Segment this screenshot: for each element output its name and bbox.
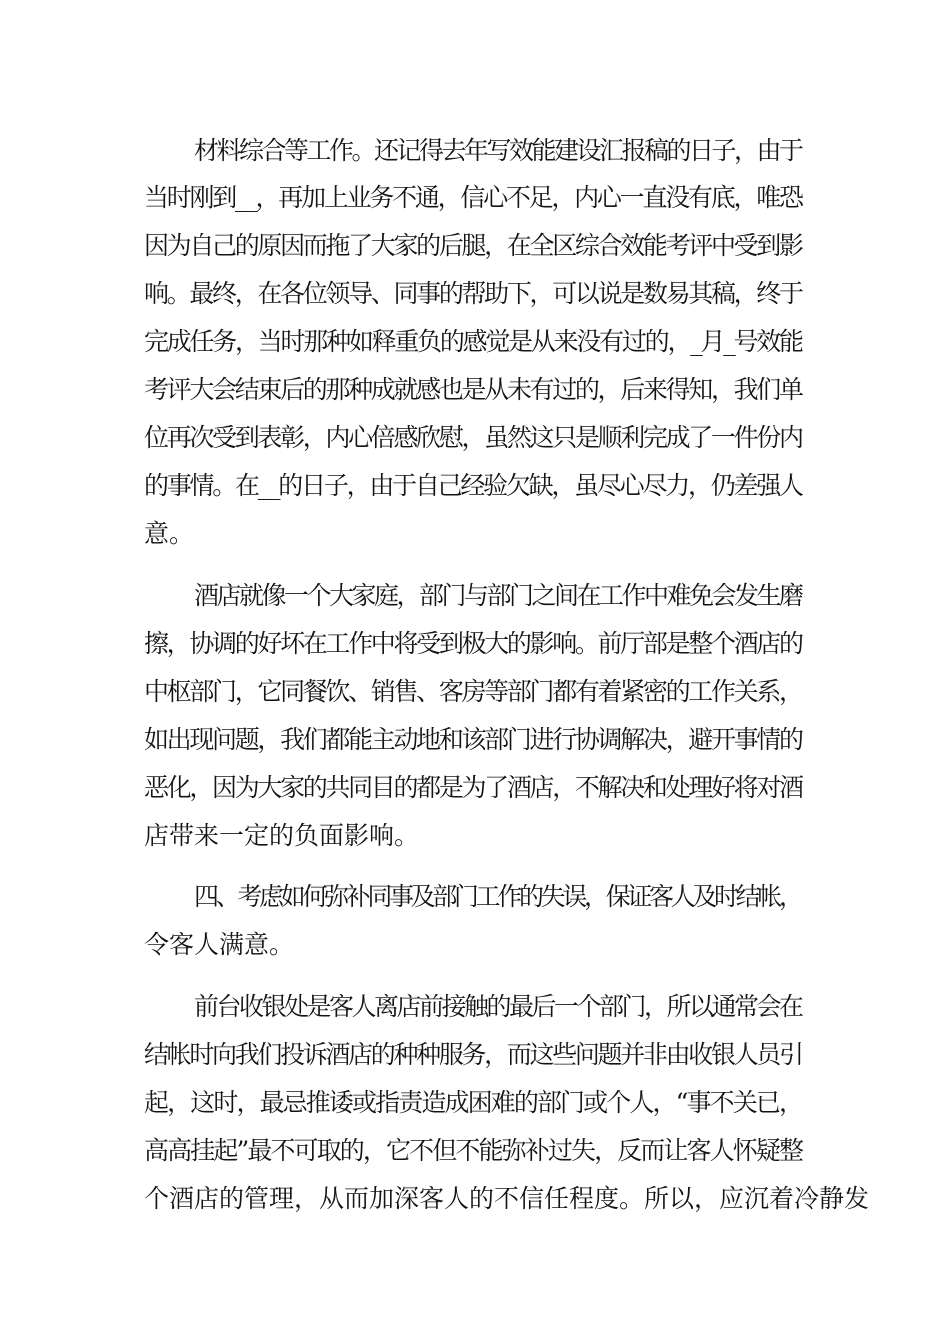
text-line: 令客人满意。 bbox=[144, 930, 295, 959]
text-line: 位再次受到表彰，内心倍感欣慰，虽然这只是顺利完成了一件份内 bbox=[144, 423, 802, 452]
text-line: 高高挂起”最不可取的，它不但不能弥补过失，反而让客人怀疑整 bbox=[144, 1136, 803, 1165]
text-line: 结帐时向我们投诉酒店的种种服务，而这些问题并非由收银人员引 bbox=[144, 1040, 802, 1069]
text-line: 四、考虑如何弥补同事及部门工作的失误，保证客人及时结帐， bbox=[194, 882, 801, 911]
text-line: 酒店就像一个大家庭，部门与部门之间在工作中难免会发生磨 bbox=[194, 581, 802, 610]
text-line: 考评大会结束后的那种成就感也是从未有过的，后来得知，我们单 bbox=[144, 375, 802, 404]
text-line: 当时刚到__，再加上业务不通，信心不足，内心一直没有底，唯恐 bbox=[144, 183, 802, 212]
text-line: 响。最终，在各位领导、同事的帮助下，可以说是数易其稿，终于 bbox=[144, 279, 802, 308]
text-line: 店带来一定的负面影响。 bbox=[144, 821, 420, 850]
text-line: 因为自己的原因而拖了大家的后腿，在全区综合效能考评中受到影 bbox=[144, 231, 802, 260]
text-line: 擦，协调的好坏在工作中将受到极大的影响。前厅部是整个酒店的 bbox=[144, 629, 802, 658]
text-line: 起，这时，最忌推诿或指责造成困难的部门或个人，“事不关已， bbox=[144, 1088, 803, 1117]
text-line: 如出现问题，我们都能主动地和该部门进行协调解决，避开事情的 bbox=[144, 725, 802, 754]
text-line: 意。 bbox=[144, 519, 195, 548]
text-line: 材料综合等工作。还记得去年写效能建设汇报稿的日子，由于 bbox=[194, 136, 802, 165]
text-line: 完成任务，当时那种如释重负的感觉是从来没有过的，_月_号效能 bbox=[144, 327, 802, 356]
text-line: 的事情。在__的日子，由于自己经验欠缺，虽尽心尽力，仍差强人 bbox=[144, 471, 802, 500]
text-line: 个酒店的管理，从而加深客人的不信任程度。所以，应沉着冷静发 bbox=[144, 1184, 870, 1213]
text-line: 中枢部门，它同餐饮、销售、客房等部门都有着紧密的工作关系， bbox=[144, 677, 802, 706]
text-line: 恶化，因为大家的共同目的都是为了酒店，不解决和处理好将对酒 bbox=[144, 773, 802, 802]
text-line: 前台收银处是客人离店前接触的最后一个部门，所以通常会在 bbox=[194, 992, 802, 1021]
